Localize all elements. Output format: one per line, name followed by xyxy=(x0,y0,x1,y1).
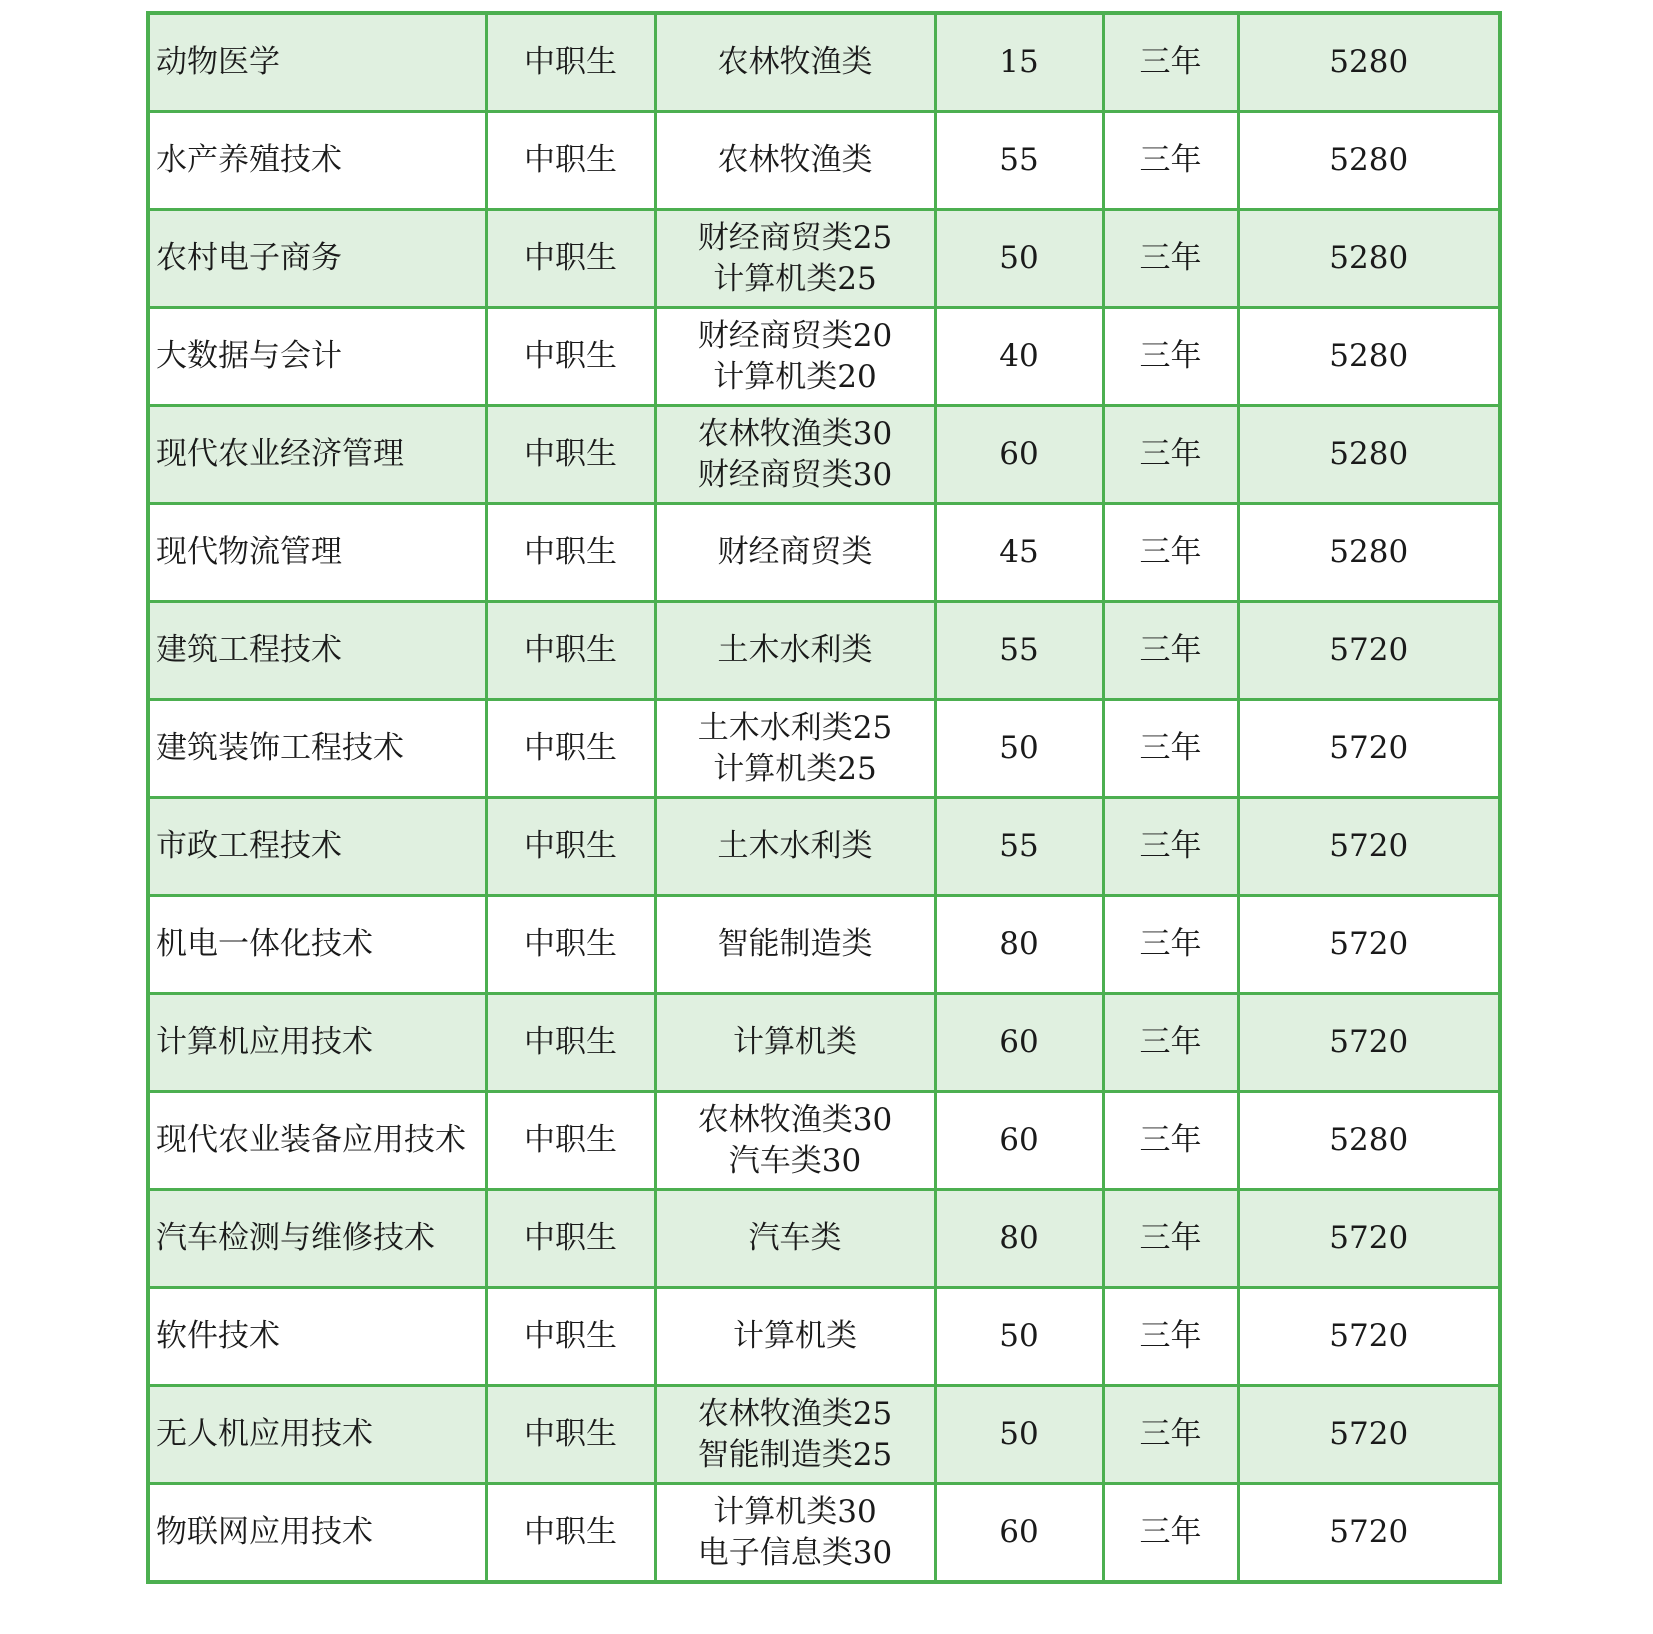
duration-cell: 三年 xyxy=(1103,1092,1238,1190)
major-cell: 汽车检测与维修技术 xyxy=(150,1190,486,1288)
major-cell: 无人机应用技术 xyxy=(150,1386,486,1484)
level-cell: 中职生 xyxy=(486,700,655,798)
duration-cell: 三年 xyxy=(1103,15,1238,112)
fee-cell: 5280 xyxy=(1238,308,1498,406)
category-cell xyxy=(655,602,935,700)
fee-cell: 5280 xyxy=(1238,1092,1498,1190)
level-cell: 中职生 xyxy=(486,308,655,406)
category-line: 电子信息类30 xyxy=(697,1534,893,1571)
table-row xyxy=(150,602,1498,700)
duration-cell: 三年 xyxy=(1103,504,1238,602)
fee-cell: 5280 xyxy=(1238,112,1498,210)
major-cell: 机电一体化技术 xyxy=(150,896,486,994)
category-line: 财经商贸类30 xyxy=(697,456,893,493)
duration-cell: 三年 xyxy=(1103,1386,1238,1484)
category-line: 土木水利类 xyxy=(717,632,873,668)
level-cell: 中职生 xyxy=(486,15,655,112)
fee-cell: 5720 xyxy=(1238,896,1498,994)
level-cell: 中职生 xyxy=(486,112,655,210)
quota-cell: 50 xyxy=(935,210,1103,308)
fee-cell: 5720 xyxy=(1238,602,1498,700)
level-cell: 中职生 xyxy=(486,1288,655,1386)
major-cell: 计算机应用技术 xyxy=(150,994,486,1092)
category-cell xyxy=(655,1190,935,1288)
category-cell xyxy=(655,112,935,210)
duration-cell: 三年 xyxy=(1103,112,1238,210)
fee-cell: 5720 xyxy=(1238,1484,1498,1581)
category-cell xyxy=(655,210,935,308)
fee-cell: 5280 xyxy=(1238,504,1498,602)
duration-cell: 三年 xyxy=(1103,406,1238,504)
quota-cell: 50 xyxy=(935,700,1103,798)
category-line: 农林牧渔类25 xyxy=(697,1395,893,1432)
category-line: 计算机类20 xyxy=(713,358,877,395)
quota-cell: 50 xyxy=(935,1386,1103,1484)
category-cell xyxy=(655,700,935,798)
level-cell: 中职生 xyxy=(486,994,655,1092)
major-cell: 现代农业经济管理 xyxy=(150,406,486,504)
category-cell xyxy=(655,1386,935,1484)
level-cell: 中职生 xyxy=(486,602,655,700)
category-line: 财经商贸类25 xyxy=(697,219,893,256)
category-line: 土木水利类25 xyxy=(697,709,893,746)
category-cell xyxy=(655,308,935,406)
category-cell xyxy=(655,1484,935,1581)
major-cell: 现代物流管理 xyxy=(150,504,486,602)
table-row xyxy=(150,1288,1498,1386)
fee-cell: 5720 xyxy=(1238,1190,1498,1288)
level-cell: 中职生 xyxy=(486,798,655,896)
duration-cell: 三年 xyxy=(1103,896,1238,994)
duration-cell: 三年 xyxy=(1103,602,1238,700)
quota-cell: 60 xyxy=(935,994,1103,1092)
major-cell: 软件技术 xyxy=(150,1288,486,1386)
level-cell: 中职生 xyxy=(486,1190,655,1288)
fee-cell: 5720 xyxy=(1238,1288,1498,1386)
fee-cell: 5720 xyxy=(1238,1386,1498,1484)
category-line: 土木水利类 xyxy=(717,828,873,864)
category-cell xyxy=(655,15,935,112)
table-row xyxy=(150,798,1498,896)
level-cell: 中职生 xyxy=(486,1484,655,1581)
category-line: 计算机类 xyxy=(733,1318,857,1354)
table-row xyxy=(150,406,1498,504)
major-cell: 建筑工程技术 xyxy=(150,602,486,700)
category-cell xyxy=(655,1288,935,1386)
level-cell: 中职生 xyxy=(486,1386,655,1484)
quota-cell: 60 xyxy=(935,406,1103,504)
fee-cell: 5720 xyxy=(1238,700,1498,798)
duration-cell: 三年 xyxy=(1103,798,1238,896)
category-line: 计算机类25 xyxy=(713,260,877,297)
quota-cell: 80 xyxy=(935,1190,1103,1288)
duration-cell: 三年 xyxy=(1103,1190,1238,1288)
table-row xyxy=(150,504,1498,602)
quota-cell: 50 xyxy=(935,1288,1103,1386)
major-cell: 物联网应用技术 xyxy=(150,1484,486,1581)
category-cell xyxy=(655,896,935,994)
quota-cell: 80 xyxy=(935,896,1103,994)
level-cell: 中职生 xyxy=(486,210,655,308)
major-cell: 建筑装饰工程技术 xyxy=(150,700,486,798)
category-line: 计算机类 xyxy=(733,1024,857,1060)
table-row xyxy=(150,308,1498,406)
category-line: 智能制造类 xyxy=(717,926,873,962)
fee-cell: 5720 xyxy=(1238,798,1498,896)
quota-cell: 60 xyxy=(935,1092,1103,1190)
quota-cell: 60 xyxy=(935,1484,1103,1581)
category-line: 农林牧渔类 xyxy=(717,44,873,80)
duration-cell: 三年 xyxy=(1103,994,1238,1092)
category-cell xyxy=(655,798,935,896)
level-cell: 中职生 xyxy=(486,1092,655,1190)
category-cell xyxy=(655,1092,935,1190)
level-cell: 中职生 xyxy=(486,504,655,602)
fee-cell: 5280 xyxy=(1238,406,1498,504)
fee-cell: 5720 xyxy=(1238,994,1498,1092)
enrollment-table-grid xyxy=(150,15,1498,1580)
fee-cell: 5280 xyxy=(1238,210,1498,308)
table-row xyxy=(150,1092,1498,1190)
quota-cell: 40 xyxy=(935,308,1103,406)
table-row xyxy=(150,1190,1498,1288)
table-body xyxy=(150,15,1498,1580)
quota-cell: 55 xyxy=(935,798,1103,896)
duration-cell: 三年 xyxy=(1103,700,1238,798)
table-row xyxy=(150,994,1498,1092)
fee-cell: 5280 xyxy=(1238,15,1498,112)
category-line: 农林牧渔类30 xyxy=(697,415,893,452)
category-line: 计算机类25 xyxy=(713,750,877,787)
table-row xyxy=(150,1484,1498,1581)
category-line: 汽车类 xyxy=(748,1220,842,1256)
major-cell: 市政工程技术 xyxy=(150,798,486,896)
quota-cell: 55 xyxy=(935,112,1103,210)
major-cell: 水产养殖技术 xyxy=(150,112,486,210)
table-row xyxy=(150,15,1498,112)
category-cell xyxy=(655,994,935,1092)
category-line: 财经商贸类 xyxy=(717,534,873,570)
duration-cell: 三年 xyxy=(1103,210,1238,308)
category-cell xyxy=(655,504,935,602)
duration-cell: 三年 xyxy=(1103,308,1238,406)
category-cell xyxy=(655,406,935,504)
table-row xyxy=(150,210,1498,308)
major-cell: 动物医学 xyxy=(150,15,486,112)
duration-cell: 三年 xyxy=(1103,1288,1238,1386)
category-line: 财经商贸类20 xyxy=(697,317,893,354)
level-cell: 中职生 xyxy=(486,896,655,994)
major-cell: 农村电子商务 xyxy=(150,210,486,308)
table-row xyxy=(150,1386,1498,1484)
category-line: 智能制造类25 xyxy=(697,1436,893,1473)
category-line: 农林牧渔类30 xyxy=(697,1101,893,1138)
major-cell: 现代农业装备应用技术 xyxy=(150,1092,486,1190)
quota-cell: 55 xyxy=(935,602,1103,700)
level-cell: 中职生 xyxy=(486,406,655,504)
table-row xyxy=(150,896,1498,994)
category-line: 农林牧渔类 xyxy=(717,142,873,178)
category-line: 计算机类30 xyxy=(713,1493,877,1530)
category-line: 汽车类30 xyxy=(728,1142,862,1179)
quota-cell: 45 xyxy=(935,504,1103,602)
duration-cell: 三年 xyxy=(1103,1484,1238,1581)
quota-cell: 15 xyxy=(935,15,1103,112)
table-row xyxy=(150,112,1498,210)
table-row xyxy=(150,700,1498,798)
major-cell: 大数据与会计 xyxy=(150,308,486,406)
enrollment-table xyxy=(146,11,1502,1584)
